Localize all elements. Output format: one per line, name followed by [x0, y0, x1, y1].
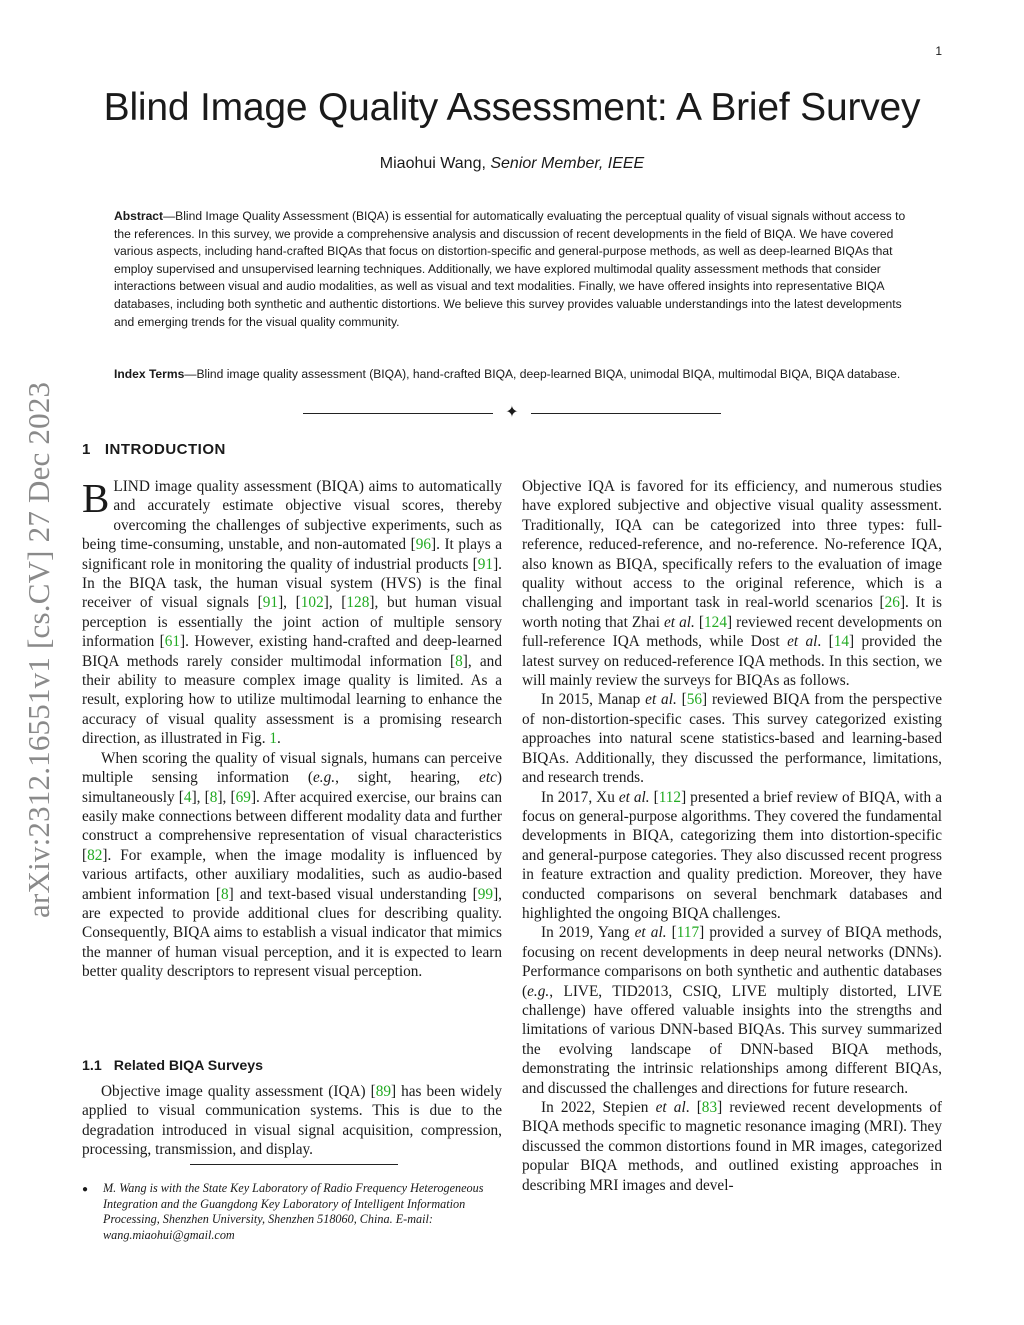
- related-paragraph-2: Objective IQA is favored for its efficiency, and numerous studies have explored subjective and objective visual quality assessment. Traditionally, IQA can be categorized into three types: full-reference, reduced-reference, and no-reference. No-reference IQA, also known as BIQA, specifically refers to the evaluation of image quality without access to the original reference, which is a challenging and important task in real-world scenarios [26]. It is worth noting that Zhai et al. [124] reviewed recent developments on full-reference IQA methods, while Dost et al. [14] provided the latest survey on reduced-reference IQA methods. In this section, we will mainly review the surveys for BIQAs as follows.: [522, 478, 942, 690]
- citation-link[interactable]: 61: [164, 633, 181, 651]
- citation-link[interactable]: 4: [183, 788, 192, 806]
- abstract-text: —Blind Image Quality Assessment (BIQA) is essential for automatically evaluating the perceptual quality of visual signals without access to the references. In this survey, we provide a comprehensive analysis and discussion of recent developments in the field of BIQA. We have covered various aspects, including hand-crafted BIQAs that focus on distortion-specific and general-purpose methods, as well as deep-learned BIQAs that employ supervised and unsupervised learning techniques. Additionally, we have explored multimodal quality assessment methods that consider interactions between visual and audio modalities, as well as visual and text modalities. Finally, we have offered insights into representative BIQA databases, including both synthetic and authentic distortions. We believe this survey provides valuable understandings into the latest developments and emerging trends for the visual quality community.: [114, 209, 906, 329]
- citation-link[interactable]: 14: [833, 633, 850, 651]
- author-footnote: [82, 1181, 502, 1243]
- citation-link[interactable]: 96: [415, 536, 431, 554]
- related-paragraph-2022: In 2022, Stepien et al. [83] reviewed recent developments of BIQA methods specific to magnetic resonance imaging (MRI). They discussed the common distortions found in MR images, categorized popular BIQA methods, and outlined existing approaches in describing MRI images and devel-: [522, 1099, 943, 1194]
- intro-paragraph-2: When scoring the quality of visual signals, humans can perceive multiple sensing information (e.g., sight, hearing, etc) simultaneously [4], [8], [69]. After acquired exercise, our brains can easily make connections between different modality data and further construct a comprehensive representation of visual characteristics [82]. For example, when the image modality is influenced by various artifacts, other auxiliary modalities, such as audio-based ambient information [8] and text-based visual understanding [99], are expected to provide additional clues for describing quality. Consequently, BIQA aims to establish a visual indicator that mimics the manner of human visual perception, and it is expected to learn better quality descriptors to represent visual perception.: [82, 749, 502, 981]
- intro-lead-word: LIND: [113, 478, 150, 495]
- page-number: 1: [935, 44, 942, 58]
- citation-link[interactable]: 8: [220, 885, 229, 903]
- citation-link[interactable]: 56: [686, 691, 703, 709]
- author-affiliation: Senior Member, IEEE: [490, 155, 645, 172]
- related-paragraph-1: Objective image quality assessment (IQA) [89] has been widely applied to visual communication systems. This is due to the degradation introduced in visual signal acquisition, compression, processing, transmission, and display.: [82, 1083, 503, 1159]
- citation-link[interactable]: 112: [658, 788, 682, 806]
- citation-link[interactable]: 82: [87, 846, 103, 864]
- paper-title: Blind Image Quality Assessment: A Brief Survey: [103, 86, 921, 129]
- subsection-heading-related-surveys: [82, 1058, 263, 1074]
- index-terms-label: Index Terms: [114, 367, 185, 381]
- section-number: 1: [82, 441, 91, 458]
- citation-link[interactable]: 69: [235, 788, 251, 806]
- citation-link[interactable]: 83: [701, 1099, 718, 1116]
- footnote-rule: [190, 1164, 398, 1165]
- left-column: [82, 477, 502, 982]
- section-title-first-letter: I: [104, 441, 110, 458]
- arxiv-stamp: [0, 350, 78, 950]
- arxiv-stamp-text: arXiv:2312.16551v1 [cs.CV] 27 Dec 2023: [21, 381, 56, 919]
- divider-line-left: [303, 413, 493, 414]
- subsection-number: 1.1: [82, 1058, 102, 1074]
- intro-paragraph-1: BLIND image quality assessment (BIQA) aims to automatically and accurately estimate objective visual scores, thereby overcoming the challenges of subjective experiments, such as being time-consuming, unstable, and non-automated [96]. It plays a significant role in monitoring the quality of industrial products [91]. In the BIQA task, the human visual system (HVS) is the final receiver of visual signals [91], [102], [128], but human visual perception is essentially the joint action of multiple sensory information [61]. However, existing hand-crafted and deep-learned BIQA methods rarely consider multimodal information [8], and their ability to measure complex image quality is limited. As a result, exploring how to utilize multimodal learning to enhance the accuracy of visual quality assessment is a promising research direction, as illustrated in Fig. 1.: [82, 475, 502, 748]
- bullet-icon: ●: [82, 1184, 89, 1195]
- citation-link[interactable]: 26: [884, 594, 900, 612]
- related-paragraph-2019: In 2019, Yang et al. [117] provided a survey of BIQA methods, focusing on recent developments in deep neural networks (DNNs). Performance comparisons on both synthetic and authentic databases (e.g., LIVE, TID2013, CSIQ, LIVE multiply distorted, LIVE challenge) have offered valuable insights into the strengths and limitations of various DNN-based BIQAs. This survey summarized the evolving landscape of DNN-based BIQA methods, demonstrating the intrinsic relationships among different BIQAs, and discussed the challenges and directions for future research.: [522, 924, 943, 1097]
- citation-link[interactable]: 8: [455, 652, 463, 670]
- citation-link[interactable]: 91: [262, 594, 279, 612]
- section-heading-introduction: [82, 441, 226, 458]
- citation-link[interactable]: 128: [346, 594, 370, 612]
- index-terms: [114, 366, 914, 384]
- section-title-rest: NTRODUCTION: [109, 441, 226, 458]
- subsection-title: Related BIQA Surveys: [113, 1058, 264, 1074]
- divider-line-right: [531, 413, 721, 414]
- author-line: [0, 155, 1024, 173]
- right-column: [522, 477, 942, 1195]
- citation-link[interactable]: 117: [676, 924, 700, 942]
- figure-link[interactable]: 1: [269, 730, 278, 748]
- section-divider: [303, 404, 721, 424]
- related-paragraph-2015: In 2015, Manap et al. [56] reviewed BIQA from the perspective of non-distortion-specific cases. This survey categorized existing approaches into natural scene statistics-based and learning-based BIQAs. Additionally, they discussed the performance, limitations, and research trends.: [522, 691, 942, 787]
- divider-star-icon: ✦: [505, 404, 519, 421]
- left-column-continued: [82, 1082, 502, 1160]
- abstract-label: Abstract: [114, 209, 164, 223]
- citation-link[interactable]: 99: [477, 885, 494, 903]
- author-name: Miaohui Wang,: [379, 155, 486, 172]
- drop-cap: B: [82, 475, 110, 521]
- citation-link[interactable]: 89: [375, 1083, 392, 1100]
- citation-link[interactable]: 8: [209, 788, 218, 806]
- citation-link[interactable]: 124: [704, 613, 727, 631]
- citation-link[interactable]: 102: [300, 594, 324, 612]
- related-paragraph-2017: In 2017, Xu et al. [112] presented a brief review of BIQA, with a focus on general-purpose algorithms. They covered the fundamental developments in BIQA, categorizing them into distortion-specific and general-purpose categories. They also discussed recent progress in feature extraction and quality prediction. Moreover, they have conducted comparisons on several benchmark databases and highlighted the ongoing BIQA challenges.: [522, 788, 942, 922]
- index-terms-text: —Blind image quality assessment (BIQA), hand-crafted BIQA, deep-learned BIQA, unimodal BIQA, multimodal BIQA, BIQA database.: [184, 367, 901, 381]
- abstract: [114, 208, 914, 331]
- citation-link[interactable]: 91: [477, 555, 494, 573]
- footnote-text: M. Wang is with the State Key Laboratory of Radio Frequency Heterogeneous Integration and the Guangdong Key Laboratory of Intelligent Information Processing, Shenzhen University, Shenzhen 518060, China. E-mail: wang.miaohui@gmail.com: [103, 1181, 484, 1242]
